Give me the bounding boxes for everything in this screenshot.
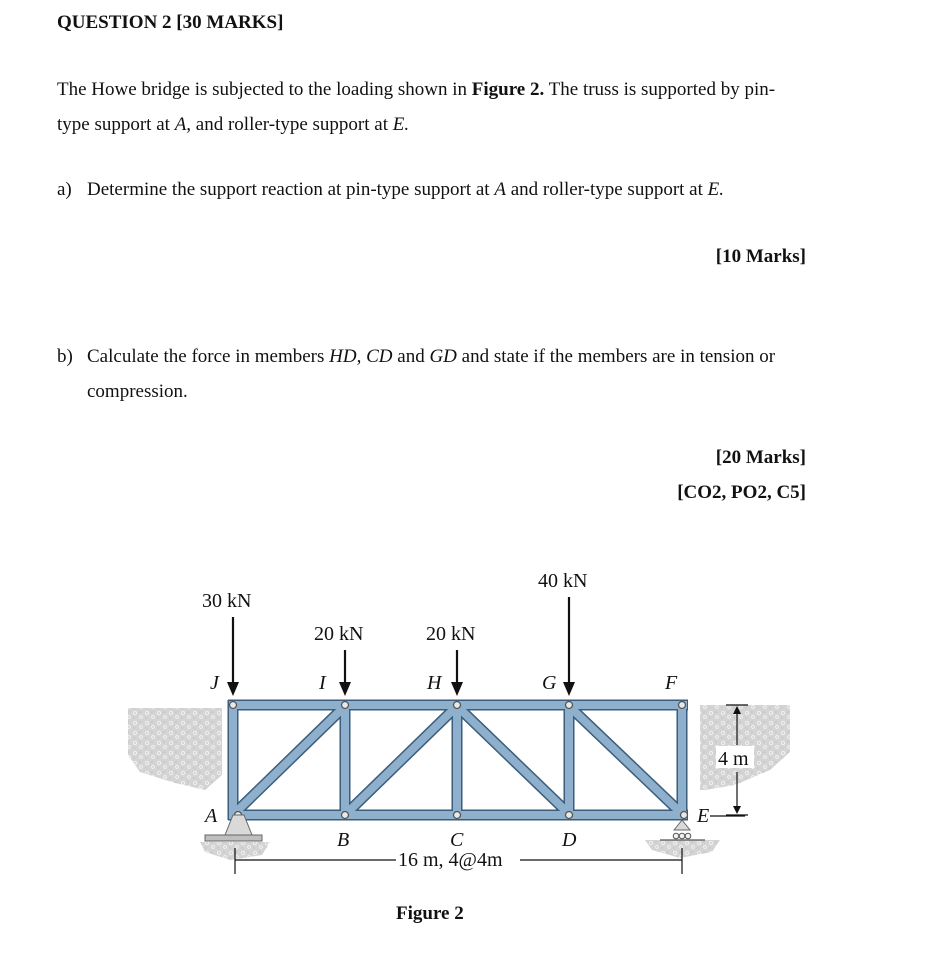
- node-label-G: G: [542, 672, 557, 694]
- node-label-H: H: [427, 672, 442, 694]
- intro-text-1: The Howe bridge is subjected to the loading shown in: [57, 79, 472, 100]
- member-CD: CD: [366, 346, 393, 367]
- load-arrowhead-J: [227, 682, 239, 696]
- question-heading: QUESTION 2 [30 MARKS]: [57, 12, 284, 33]
- part-b-text-3: and: [392, 346, 430, 367]
- node-label-J: J: [210, 672, 219, 694]
- intro-text-2: The truss is supported by pin-: [544, 79, 776, 100]
- roller-3: [685, 833, 691, 839]
- height-arrowhead-bottom: [733, 806, 741, 814]
- load-label-H: 20 kN: [426, 623, 476, 645]
- roller-2: [679, 833, 685, 839]
- part-a-label: a): [57, 179, 72, 200]
- pin-C: [454, 812, 461, 819]
- part-b-outcomes: [CO2, PO2, C5]: [677, 482, 806, 503]
- pin-D: [566, 812, 573, 819]
- pin-G: [566, 702, 573, 709]
- roller-support-E: [674, 820, 690, 830]
- node-label-F: F: [665, 672, 678, 694]
- part-b-text-4: and state if the members are in tension or: [456, 346, 776, 367]
- height-dimension-label: 4 m: [718, 748, 749, 770]
- part-a-text-1: Determine the support reaction at pin-type support at: [87, 179, 495, 200]
- node-ref-E: E.: [392, 114, 410, 135]
- part-a-marks: [10 Marks]: [715, 246, 806, 267]
- node-label-C: C: [450, 829, 464, 851]
- pin-H: [454, 702, 461, 709]
- load-label-G: 40 kN: [538, 570, 588, 592]
- roller-1: [673, 833, 679, 839]
- member-HD: HD,: [329, 346, 362, 367]
- load-arrowhead-I: [339, 682, 351, 696]
- load-label-J: 30 kN: [202, 590, 252, 612]
- node-ref-A: A,: [174, 114, 192, 135]
- load-arrowhead-H: [451, 682, 463, 696]
- pin-F: [679, 702, 686, 709]
- pin-I: [342, 702, 349, 709]
- pin-B: [342, 812, 349, 819]
- load-arrowhead-G: [563, 682, 575, 696]
- part-b-label: b): [57, 346, 73, 367]
- left-abutment: [128, 708, 222, 790]
- part-a-node-E: E.: [707, 179, 724, 200]
- part-b-marks: [20 Marks]: [715, 447, 806, 468]
- pin-support-base: [205, 835, 262, 841]
- intro-text-3: type support at: [57, 114, 175, 135]
- figure-caption: Figure 2: [396, 903, 464, 924]
- node-label-I: I: [319, 672, 326, 694]
- figure-reference: Figure 2.: [471, 79, 545, 100]
- span-dimension-label: 16 m, 4@4m: [398, 849, 503, 871]
- part-a-node-A: A: [494, 179, 506, 200]
- load-label-I: 20 kN: [314, 623, 364, 645]
- pin-J: [230, 702, 237, 709]
- part-b-text-1: Calculate the force in members: [87, 346, 330, 367]
- part-a-text-2: and roller-type support at: [505, 179, 708, 200]
- intro-text-4: and roller-type support at: [191, 114, 393, 135]
- node-label-A: A: [205, 805, 218, 827]
- pin-E: [681, 812, 688, 819]
- node-label-D: D: [562, 829, 577, 851]
- node-label-E: E: [697, 805, 710, 827]
- part-b-text-line-2: compression.: [87, 381, 188, 402]
- member-GD: GD: [429, 346, 457, 367]
- node-label-B: B: [337, 829, 350, 851]
